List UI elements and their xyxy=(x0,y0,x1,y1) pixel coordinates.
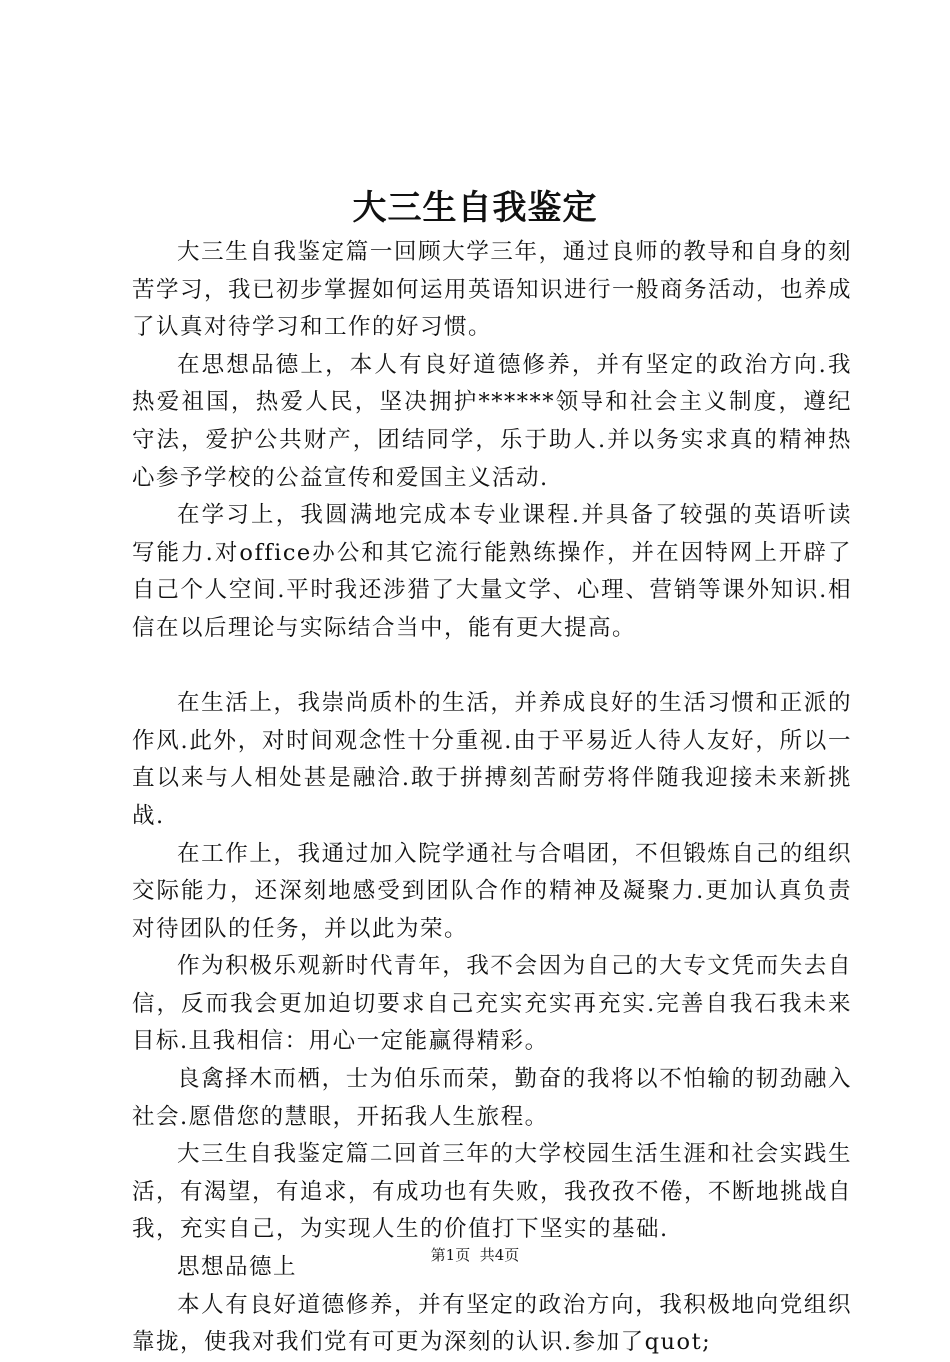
paragraph: 大三生自我鉴定篇二回首三年的大学校园生活生涯和社会实践生活，有渴望，有追求，有成功也有失败，我孜孜不倦，不断地挑战自我，充实自己，为实现人生的价值打下坚实的基础. xyxy=(132,1141,853,1243)
paragraph: 作为积极乐观新时代青年，我不会因为自己的大专文凭而失去自信，反而我会更加迫切要求自己充实充实再充实.完善自我石我未来目标.且我相信：用心一定能赢得精彩。 xyxy=(132,953,852,1055)
page-total: 共4页 xyxy=(479,1246,520,1264)
paragraph: 大三生自我鉴定篇一回顾大学三年，通过良师的教导和自身的刻苦学习，我已初步掌握如何运用英语知识进行一般商务活动，也养成了认真对待学习和工作的好习惯。 xyxy=(132,239,853,341)
paragraph: 良禽择木而栖，士为伯乐而荣，勤奋的我将以不怕输的韧劲融入社会.愿借您的慧眼，开拓我人生旅程。 xyxy=(132,1066,852,1130)
paragraph: 在工作上，我通过加入院学通社与合唱团，不但锻炼自己的组织交际能力，还深刻地感受到团队合作的精神及凝聚力.更加认真负责对待团队的任务，并以此为荣。 xyxy=(132,840,852,942)
paragraph: 本人有良好道德修养，并有坚定的政治方向，我积极地向党组织靠拢，使我对我们党有可更为深刻的认识.参加了quot; xyxy=(132,1291,852,1356)
document-body xyxy=(132,234,852,1362)
document-title: 大三生自我鉴定 xyxy=(352,188,598,228)
section-heading: 思想品德上 xyxy=(177,1254,298,1281)
page-footer xyxy=(0,1244,950,1266)
paragraph: 在生活上，我崇尚质朴的生活，并养成良好的生活习惯和正派的作风.此外，对时间观念性十分重视.由于平易近人待人友好，所以一直以来与人相处甚是融洽.敢于拼搏刻苦耐劳将伴随我迎接未来新挑战. xyxy=(132,690,852,829)
paragraph: 在思想品德上，本人有良好道德修养，并有坚定的政治方向.我热爱祖国，热爱人民，坚决拥护******领导和社会主义制度，遵纪守法，爱护公共财产，团结同学，乐于助人.并以务实求真的精神热心参予学校的公益宣传和爱国主义活动. xyxy=(132,351,852,491)
page-number: 第1页 xyxy=(430,1246,471,1264)
paragraph: 在学习上，我圆满地完成本专业课程.并具备了较强的英语听读写能力.对office办公和其它流行能熟练操作，并在因特网上开辟了自己个人空间.平时我还涉猎了大量文学、心理、营销等课外知识.相信在以后理论与实际结合当中，能有更大提高。 xyxy=(132,502,852,641)
